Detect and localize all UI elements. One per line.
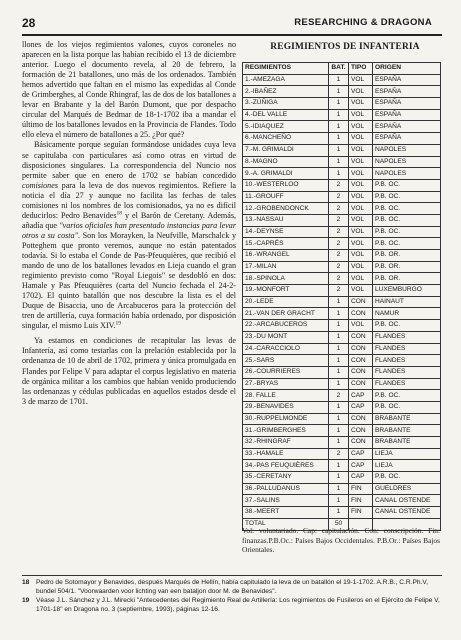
type-cell: CAP: [349, 472, 373, 484]
origin-cell: P.B. OR.: [373, 273, 441, 285]
origin-cell: ESPAÑA: [373, 133, 441, 145]
battalions-cell: 1: [329, 308, 349, 320]
table-row: [243, 320, 441, 332]
table-row: [243, 203, 441, 215]
regiment-name-cell: 36.-PALLUDANUS: [243, 483, 329, 495]
table-row: [243, 109, 441, 121]
running-head: RESEARCHING & DRAGONA: [294, 17, 432, 28]
regiment-name-cell: 11.-GROUFF: [243, 191, 329, 203]
col-header-tipo: TIPO: [349, 63, 373, 75]
battalions-cell: 1: [329, 168, 349, 180]
table-row: [243, 331, 441, 343]
type-cell: CON: [349, 378, 373, 390]
type-cell: VOL: [349, 133, 373, 145]
regiment-name-cell: 28. FALLE: [243, 390, 329, 402]
footnote-text: Véase J.L. Sánchez y J.L. Mirecki "Antecedentes del Regimiento Real de Artillería: Los regimientos de Fusileros en el Ejército de Felipe V, 1701-18" en Dragona no. 3 (septiembre, 1993), páginas 12-16.: [36, 597, 440, 613]
footnote: [22, 579, 442, 596]
table-body: [243, 74, 441, 518]
table-row: [243, 425, 441, 437]
type-cell: CAP: [349, 401, 373, 413]
table-row: [243, 133, 441, 145]
regiment-name-cell: 19.-MONFORT: [243, 285, 329, 297]
table-row: [243, 86, 441, 98]
origin-cell: LUXEMBURGO: [373, 285, 441, 297]
battalions-cell: 2: [329, 261, 349, 273]
regiment-name-cell: 23.-DU MONT: [243, 331, 329, 343]
battalions-cell: 1: [329, 156, 349, 168]
footnote-ref-19[interactable]: 19: [115, 320, 121, 327]
type-cell: CAP: [349, 448, 373, 460]
battalions-cell: 1: [329, 355, 349, 367]
paragraph-2: [22, 140, 236, 331]
battalions-cell: 1: [329, 343, 349, 355]
origin-cell: P.B. OC.: [373, 390, 441, 402]
table-row: [243, 296, 441, 308]
table-legend: Vol: voluntariado. Cap: capitulación. Con: conscripción. Fin: finanzas.P.B.Oc.: Países Bajos Occidentales. P.B.Or.: Países Bajos Orientales.: [242, 526, 440, 555]
regiment-name-cell: 20.-LEDE: [243, 296, 329, 308]
type-cell: VOL: [349, 214, 373, 226]
origin-cell: P.B. OC.: [373, 401, 441, 413]
regiment-name-cell: 16.-WRANGEL: [243, 250, 329, 262]
origin-cell: P.B. OC.: [373, 238, 441, 250]
table-row: [243, 121, 441, 133]
battalions-cell: 1: [329, 472, 349, 484]
regiment-name-cell: 10.-WESTERLOO: [243, 179, 329, 191]
table-row: [243, 191, 441, 203]
table-row: [243, 261, 441, 273]
type-cell: CON: [349, 308, 373, 320]
battalions-cell: 2: [329, 226, 349, 238]
type-cell: FIN: [349, 483, 373, 495]
type-cell: VOL: [349, 109, 373, 121]
col-header-regimientos: REGIMIENTOS: [243, 63, 329, 75]
table-row: [243, 214, 441, 226]
table-row: [243, 74, 441, 86]
battalions-cell: 1: [329, 133, 349, 145]
table-row: [243, 507, 441, 519]
battalions-cell: 1: [329, 121, 349, 133]
origin-cell: P.B. OC.: [373, 214, 441, 226]
origin-cell: FLANDES: [373, 343, 441, 355]
type-cell: CAP: [349, 390, 373, 402]
regiment-name-cell: 29.-BENAVIDES: [243, 401, 329, 413]
regiment-name-cell: 24.-CARACCIOLO: [243, 343, 329, 355]
table-row: [243, 273, 441, 285]
table-title: REGIMIENTOS DE INFANTERIA: [270, 42, 420, 52]
battalions-cell: 1: [329, 331, 349, 343]
regiment-name-cell: 35.-CERETANY: [243, 472, 329, 484]
origin-cell: LIEJA: [373, 448, 441, 460]
type-cell: VOL: [349, 98, 373, 110]
regiment-name-cell: 30.-RUPPELMONDE: [243, 413, 329, 425]
origin-cell: HAINAUT: [373, 296, 441, 308]
type-cell: CON: [349, 413, 373, 425]
type-cell: VOL: [349, 261, 373, 273]
table-row: [243, 472, 441, 484]
regiment-name-cell: 6.-MANCHEÑO: [243, 133, 329, 145]
table-row: [243, 168, 441, 180]
origin-cell: ESPAÑA: [373, 109, 441, 121]
type-cell: CON: [349, 331, 373, 343]
battalions-cell: 2: [329, 203, 349, 215]
battalions-cell: 2: [329, 191, 349, 203]
battalions-cell: 1: [329, 109, 349, 121]
battalions-cell: 1: [329, 98, 349, 110]
origin-cell: FLANDES: [373, 378, 441, 390]
table-row: [243, 238, 441, 250]
regiment-name-cell: 3.-ZÚÑIGA: [243, 98, 329, 110]
regiment-name-cell: 21.-VAN DER GRACHT: [243, 308, 329, 320]
origin-cell: ESPAÑA: [373, 86, 441, 98]
type-cell: VOL: [349, 285, 373, 297]
type-cell: VOL: [349, 226, 373, 238]
table-row: [243, 179, 441, 191]
regiment-name-cell: 26.-COURRIERES: [243, 366, 329, 378]
regiment-name-cell: 8.-MAGNO: [243, 156, 329, 168]
origin-cell: CANAL OSTENDE: [373, 507, 441, 519]
table-row: [243, 156, 441, 168]
table-row: [243, 460, 441, 472]
battalions-cell: 2: [329, 273, 349, 285]
origin-cell: P.B. OC.: [373, 320, 441, 332]
type-cell: CON: [349, 355, 373, 367]
type-cell: VOL: [349, 179, 373, 191]
regiment-name-cell: 9.-A. GRIMALDI: [243, 168, 329, 180]
footnote-number: 18: [22, 579, 30, 586]
battalions-cell: 1: [329, 74, 349, 86]
type-cell: VOL: [349, 121, 373, 133]
battalions-cell: 1: [329, 366, 349, 378]
battalions-cell: 1: [329, 413, 349, 425]
type-cell: VOL: [349, 191, 373, 203]
regiment-name-cell: 7.-M. GRIMALDI: [243, 144, 329, 156]
table-row: [243, 355, 441, 367]
table-row: [243, 98, 441, 110]
origin-cell: FLANDES: [373, 331, 441, 343]
battalions-cell: 2: [329, 238, 349, 250]
footnote: [22, 597, 442, 614]
table-row: [243, 226, 441, 238]
battalions-cell: 2: [329, 214, 349, 226]
page-header: [22, 14, 442, 36]
table-row: [243, 495, 441, 507]
table-row: [243, 483, 441, 495]
type-cell: VOL: [349, 168, 373, 180]
type-cell: VOL: [349, 203, 373, 215]
origin-cell: BRABANTE: [373, 437, 441, 449]
table-header-row: [243, 63, 441, 75]
regiment-name-cell: 12.-GROBENDONCK: [243, 203, 329, 215]
origin-cell: ESPAÑA: [373, 74, 441, 86]
table-row: [243, 343, 441, 355]
regiments-table: [242, 62, 441, 531]
paragraph-2-emphasis-2: "varios oficiales han presentado instancias para levar otros a su costa": [22, 220, 236, 240]
type-cell: CON: [349, 366, 373, 378]
regiment-name-cell: 25.-SARS: [243, 355, 329, 367]
type-cell: VOL: [349, 238, 373, 250]
regiment-name-cell: 15.-CAPRÉS: [243, 238, 329, 250]
regiment-name-cell: 18.-SPINOLA: [243, 273, 329, 285]
table-row: [243, 401, 441, 413]
origin-cell: GUELDRES: [373, 483, 441, 495]
origin-cell: P.B. OC.: [373, 203, 441, 215]
regiment-name-cell: 37.-SALINS: [243, 495, 329, 507]
regiment-name-cell: 34.-PAS FEUQUIÈRES: [243, 460, 329, 472]
battalions-cell: 2: [329, 285, 349, 297]
paragraph-2-text-c: y el Barón de Ceretany. Además, añadía que: [22, 210, 236, 230]
page-number: 28: [22, 16, 36, 30]
type-cell: VOL: [349, 144, 373, 156]
regiment-name-cell: 14.-DEYNSE: [243, 226, 329, 238]
origin-cell: P.B. OC.: [373, 179, 441, 191]
type-cell: CAP: [349, 460, 373, 472]
regiment-name-cell: 13.-NASSAU: [243, 214, 329, 226]
origin-cell: NAPOLES: [373, 156, 441, 168]
table-row: [243, 250, 441, 262]
battalions-cell: 1: [329, 460, 349, 472]
battalions-cell: 1: [329, 425, 349, 437]
battalions-cell: 1: [329, 378, 349, 390]
regiment-name-cell: 33.-HAMALE: [243, 448, 329, 460]
table-row: [243, 448, 441, 460]
table-row: [243, 437, 441, 449]
type-cell: CON: [349, 296, 373, 308]
origin-cell: CANAL OSTENDE: [373, 495, 441, 507]
origin-cell: FLANDES: [373, 355, 441, 367]
battalions-cell: 1: [329, 483, 349, 495]
battalions-cell: 2: [329, 179, 349, 191]
table-row: [243, 413, 441, 425]
paragraph-2-emphasis-1: comisiones: [22, 180, 58, 190]
table-row: [243, 366, 441, 378]
origin-cell: P.B. OC.: [373, 472, 441, 484]
regiment-name-cell: 1.-AMEZAGA: [243, 74, 329, 86]
origin-cell: P.B. OC.: [373, 191, 441, 203]
footnote-text: Pedro de Sotomayor y Benavides, después Marqués de Hellín, había capitulado la leva de un batallón el 19-1-1702. A.R.B., C.R.Ph.V, bundel 504/1. "Voorwaarden voor lichting van een bataljon door M. de Benavides".: [36, 579, 428, 595]
battalions-cell: 1: [329, 296, 349, 308]
battalions-cell: 1: [329, 437, 349, 449]
battalions-cell: 2: [329, 390, 349, 402]
origin-cell: BRABANTE: [373, 425, 441, 437]
paragraph-2-text-b: para la leva de dos nuevos regimientos. Refiere la noticia el día 27 y aunque no facilita las fechas de tales comisiones ni los nombres de los comisionados, ya no es difícil deducirlos: Pedro Benavides: [22, 180, 236, 220]
footnote-ref-18[interactable]: 18: [116, 210, 123, 217]
regiment-name-cell: 38.-MEERT: [243, 507, 329, 519]
type-cell: VOL: [349, 250, 373, 262]
total-label: TOTAL: [243, 518, 329, 530]
type-cell: VOL: [349, 273, 373, 285]
regiment-name-cell: 27.-BRYAS: [243, 378, 329, 390]
battalions-cell: 1: [329, 320, 349, 332]
table-row: [243, 378, 441, 390]
col-header-origen: ORIGEN: [373, 63, 441, 75]
col-header-bat: BAT.: [329, 63, 349, 75]
table-row: [243, 308, 441, 320]
battalions-cell: 1: [329, 401, 349, 413]
origin-cell: P.B. OC.: [373, 226, 441, 238]
type-cell: CON: [349, 425, 373, 437]
paragraph-2-text-a: Básicamente porque seguían formándose unidades cuya leva se capitulaba con particulares así como otras en virtud de disposiciones singulares. La correspondencia del Nuncio nos permite saber que en enero de 1702 se habían concedido: [22, 140, 236, 180]
regiment-name-cell: 22.-ARCABUCEROS: [243, 320, 329, 332]
regiment-name-cell: 5.-IDIAQUEZ: [243, 121, 329, 133]
type-cell: FIN: [349, 495, 373, 507]
paragraph-2-text-d: . Son los Morayken, la Neufville, Marschalck y Potteghem que pronto veremos, aunque no están patentados todavía. Si lo estaba el Conde de Pas-Pfeuquières, que recibió el mando de uno de los batallones levados en Lieja cuando el gran regimiento previsto como "Royal Liegois" se desdobló en dos: Hamale y Pas Pfeuquières (carta del Nuncio fechada el 24-2-1702). El quinto batallón que nos descubre la lista es el del Duque de Bisaccia, uno de Arcabuceros para la protección del tren de artillería, cuya formación había ordenado, por disposición singular, el mismo Luis XIV.: [22, 230, 237, 331]
origin-cell: ESPAÑA: [373, 121, 441, 133]
origin-cell: NAPOLES: [373, 144, 441, 156]
table-row: [243, 285, 441, 297]
origin-cell: ESPAÑA: [373, 98, 441, 110]
type-cell: VOL: [349, 156, 373, 168]
paragraph-3: Ya estamos en condiciones de recapitular las levas de Infantería, así como testarlas con la prelación establecida por la ordenanza de 10 de abril de 1702, primera y única promulgada en Flandes por Felipe V para adaptar el corpus legislativo en materia de orgánica militar a los cambios que habían venido produciendo las ordenanzas y cédulas publicadas en aquellos estados desde el 3 de marzo de 1701.: [22, 336, 236, 406]
footnotes: [22, 575, 442, 615]
origin-cell: NAMUR: [373, 308, 441, 320]
type-cell: CON: [349, 437, 373, 449]
battalions-cell: 1: [329, 144, 349, 156]
battalions-cell: 2: [329, 448, 349, 460]
type-cell: CON: [349, 343, 373, 355]
regiment-name-cell: 4.-DEL VALLE: [243, 109, 329, 121]
table-row: [243, 144, 441, 156]
battalions-cell: 1: [329, 86, 349, 98]
table-row: [243, 390, 441, 402]
origin-cell: P.B. OR.: [373, 250, 441, 262]
type-cell: VOL: [349, 320, 373, 332]
battalions-cell: 1: [329, 507, 349, 519]
regiment-name-cell: 2.-IBAÑEZ: [243, 86, 329, 98]
battalions-cell: 2: [329, 250, 349, 262]
type-cell: VOL: [349, 74, 373, 86]
origin-cell: P.B. OR.: [373, 261, 441, 273]
type-cell: FIN: [349, 507, 373, 519]
regiment-name-cell: 31.-GRIMBERGHES: [243, 425, 329, 437]
total-value: 50: [329, 518, 349, 530]
battalions-cell: 1: [329, 495, 349, 507]
paragraph-1: llones de los viejos regimientos valones, cuyos coroneles no aparecen en la lista porque las habían recibido el 13 de diciembre anterior. Luego el documento revela, al 20 de febrero, la formación de 21 batallones, uno más de los ordenados. También hemos advertido que faltan en el mismo las expedidas al Conde de Grimberghes, al Conde Rhingraf, las de dos de los batallones a levar en Brabante y la del Barón Dumont, que por despacho circular del Marqués de Bedmar de 18-1-1702 iba a mandar el último de los batallones levados en la Provincia de Flandes. Todo ello eleva el número de batallones a 25. ¿Por qué?: [22, 40, 236, 140]
regiment-name-cell: 32.-RHINGRAF: [243, 437, 329, 449]
origin-cell: FLANDES: [373, 366, 441, 378]
type-cell: VOL: [349, 86, 373, 98]
body-text-column: [22, 40, 236, 407]
regiment-name-cell: 17.-MILAN: [243, 261, 329, 273]
origin-cell: LIEJA: [373, 460, 441, 472]
footnote-number: 19: [22, 597, 30, 605]
origin-cell: NAPOLES: [373, 168, 441, 180]
origin-cell: BRABANTE: [373, 413, 441, 425]
